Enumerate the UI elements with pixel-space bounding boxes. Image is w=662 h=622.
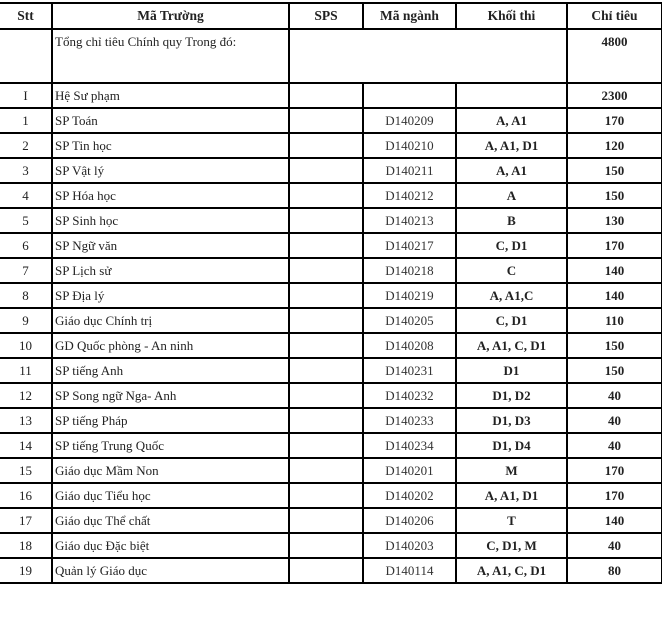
row-major-name: Quản lý Giáo dục: [52, 558, 289, 583]
row-exam-block: A, A1, C, D1: [456, 333, 567, 358]
total-merged-empty: [289, 29, 567, 83]
row-major-code: D140202: [363, 483, 456, 508]
row-sps: [289, 283, 363, 308]
row-exam-block: A, A1, D1: [456, 133, 567, 158]
table-row: [0, 408, 662, 433]
row-quota: 170: [567, 483, 662, 508]
row-major-name: SP Lịch sử: [52, 258, 289, 283]
row-major-name: Giáo dục Tiểu học: [52, 483, 289, 508]
row-quota: 140: [567, 283, 662, 308]
row-stt: 3: [0, 158, 52, 183]
group-stt: I: [0, 83, 52, 108]
row-exam-block: A, A1, C, D1: [456, 558, 567, 583]
row-major-name: Giáo dục Mầm Non: [52, 458, 289, 483]
table-row: [0, 483, 662, 508]
row-quota: 140: [567, 508, 662, 533]
group-block: [456, 83, 567, 108]
row-major-code: D140234: [363, 433, 456, 458]
group-sps: [289, 83, 363, 108]
table-row: [0, 258, 662, 283]
group-label: Hệ Sư phạm: [52, 83, 289, 108]
row-sps: [289, 108, 363, 133]
row-major-code: D140114: [363, 558, 456, 583]
row-exam-block: C, D1: [456, 308, 567, 333]
table-row: [0, 358, 662, 383]
row-sps: [289, 358, 363, 383]
row-stt: 14: [0, 433, 52, 458]
row-quota: 40: [567, 533, 662, 558]
table-row: [0, 333, 662, 358]
row-sps: [289, 533, 363, 558]
row-major-name: SP tiếng Trung Quốc: [52, 433, 289, 458]
row-quota: 40: [567, 383, 662, 408]
row-stt: 19: [0, 558, 52, 583]
row-major-name: GD Quốc phòng - An ninh: [52, 333, 289, 358]
row-major-code: D140203: [363, 533, 456, 558]
row-major-name: SP Sinh học: [52, 208, 289, 233]
row-quota: 40: [567, 433, 662, 458]
row-exam-block: M: [456, 458, 567, 483]
row-quota: 150: [567, 158, 662, 183]
group-quota: 2300: [567, 83, 662, 108]
row-quota: 120: [567, 133, 662, 158]
row-major-name: Giáo dục Thể chất: [52, 508, 289, 533]
row-major-name: SP Ngữ văn: [52, 233, 289, 258]
row-stt: 1: [0, 108, 52, 133]
total-stt: [0, 29, 52, 83]
row-sps: [289, 508, 363, 533]
row-major-code: D140208: [363, 333, 456, 358]
row-sps: [289, 558, 363, 583]
row-exam-block: D1, D4: [456, 433, 567, 458]
row-sps: [289, 408, 363, 433]
row-stt: 4: [0, 183, 52, 208]
row-exam-block: A, A1: [456, 108, 567, 133]
row-major-code: D140231: [363, 358, 456, 383]
row-major-name: Giáo dục Đặc biệt: [52, 533, 289, 558]
row-quota: 170: [567, 458, 662, 483]
row-exam-block: C: [456, 258, 567, 283]
table-row: [0, 508, 662, 533]
row-stt: 15: [0, 458, 52, 483]
row-major-code: D140213: [363, 208, 456, 233]
row-sps: [289, 133, 363, 158]
row-major-code: D140205: [363, 308, 456, 333]
table-row: [0, 433, 662, 458]
row-exam-block: C, D1: [456, 233, 567, 258]
header-sps: SPS: [289, 3, 363, 29]
row-quota: 150: [567, 358, 662, 383]
row-sps: [289, 483, 363, 508]
group-row: [0, 83, 662, 108]
table-row: [0, 208, 662, 233]
row-sps: [289, 383, 363, 408]
row-sps: [289, 233, 363, 258]
row-sps: [289, 208, 363, 233]
total-quota: 4800: [567, 29, 662, 83]
row-sps: [289, 333, 363, 358]
row-stt: 6: [0, 233, 52, 258]
table-row: [0, 283, 662, 308]
row-sps: [289, 158, 363, 183]
row-major-code: D140219: [363, 283, 456, 308]
row-major-code: D140211: [363, 158, 456, 183]
row-exam-block: B: [456, 208, 567, 233]
row-major-code: D140206: [363, 508, 456, 533]
row-stt: 13: [0, 408, 52, 433]
row-quota: 80: [567, 558, 662, 583]
row-stt: 2: [0, 133, 52, 158]
row-major-code: D140217: [363, 233, 456, 258]
row-major-name: SP Địa lý: [52, 283, 289, 308]
row-stt: 7: [0, 258, 52, 283]
row-stt: 9: [0, 308, 52, 333]
row-major-code: D140233: [363, 408, 456, 433]
header-school-code: Mã Trường: [52, 3, 289, 29]
row-stt: 8: [0, 283, 52, 308]
table-row: [0, 308, 662, 333]
row-sps: [289, 258, 363, 283]
row-major-name: SP Tin học: [52, 133, 289, 158]
admission-quota-table: [0, 2, 662, 584]
row-major-code: D140212: [363, 183, 456, 208]
row-major-name: SP Song ngữ Nga- Anh: [52, 383, 289, 408]
row-exam-block: A: [456, 183, 567, 208]
table-row: [0, 383, 662, 408]
row-major-code: D140232: [363, 383, 456, 408]
row-major-name: SP tiếng Anh: [52, 358, 289, 383]
row-exam-block: D1: [456, 358, 567, 383]
row-sps: [289, 458, 363, 483]
row-major-name: SP Hóa học: [52, 183, 289, 208]
row-sps: [289, 308, 363, 333]
table-row: [0, 458, 662, 483]
row-quota: 150: [567, 183, 662, 208]
row-major-code: D140201: [363, 458, 456, 483]
total-row: [0, 29, 662, 83]
group-code: [363, 83, 456, 108]
row-exam-block: A, A1, D1: [456, 483, 567, 508]
table-row: [0, 158, 662, 183]
row-exam-block: A, A1,C: [456, 283, 567, 308]
row-exam-block: C, D1, M: [456, 533, 567, 558]
row-stt: 10: [0, 333, 52, 358]
row-major-code: D140218: [363, 258, 456, 283]
table-row: [0, 558, 662, 583]
row-stt: 18: [0, 533, 52, 558]
row-exam-block: T: [456, 508, 567, 533]
row-quota: 110: [567, 308, 662, 333]
row-quota: 40: [567, 408, 662, 433]
row-major-name: SP Vật lý: [52, 158, 289, 183]
row-quota: 150: [567, 333, 662, 358]
row-quota: 130: [567, 208, 662, 233]
header-major-code: Mã ngành: [363, 3, 456, 29]
row-major-code: D140209: [363, 108, 456, 133]
row-sps: [289, 183, 363, 208]
row-quota: 170: [567, 108, 662, 133]
row-stt: 17: [0, 508, 52, 533]
table-row: [0, 533, 662, 558]
total-label: Tổng chỉ tiêu Chính quy Trong đó:: [52, 29, 289, 83]
header-exam-block: Khối thi: [456, 3, 567, 29]
row-stt: 5: [0, 208, 52, 233]
row-exam-block: D1, D2: [456, 383, 567, 408]
row-sps: [289, 433, 363, 458]
table-row: [0, 108, 662, 133]
header-row: [0, 3, 662, 29]
row-exam-block: A, A1: [456, 158, 567, 183]
row-major-name: SP Toán: [52, 108, 289, 133]
header-stt: Stt: [0, 3, 52, 29]
row-quota: 140: [567, 258, 662, 283]
row-stt: 12: [0, 383, 52, 408]
row-stt: 16: [0, 483, 52, 508]
table-row: [0, 183, 662, 208]
row-major-code: D140210: [363, 133, 456, 158]
row-major-name: Giáo dục Chính trị: [52, 308, 289, 333]
row-major-name: SP tiếng Pháp: [52, 408, 289, 433]
table-row: [0, 233, 662, 258]
row-exam-block: D1, D3: [456, 408, 567, 433]
row-quota: 170: [567, 233, 662, 258]
row-stt: 11: [0, 358, 52, 383]
header-quota: Chỉ tiêu: [567, 3, 662, 29]
table-row: [0, 133, 662, 158]
